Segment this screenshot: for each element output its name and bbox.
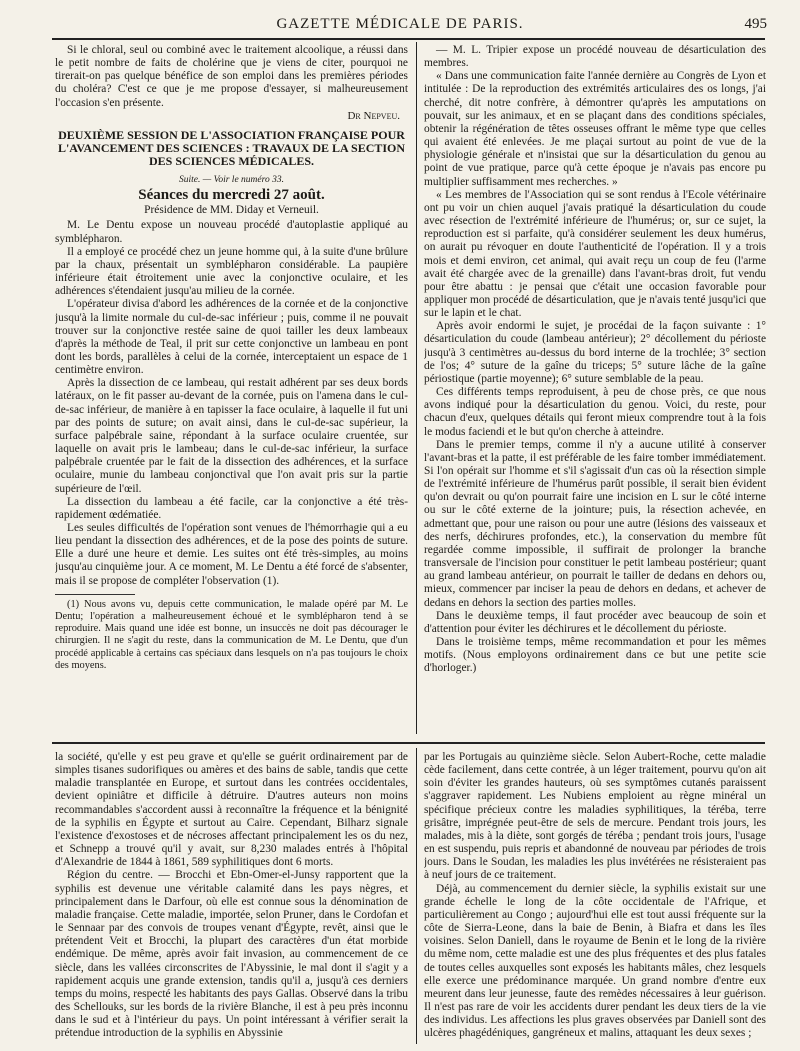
lower-left-column: [55, 751, 408, 1045]
page-number: 495: [744, 16, 767, 32]
section-title: DEUXIÈME SESSION DE L'ASSOCIATION FRANÇAISE POUR L'AVANCEMENT DES SCIENCES : TRAVAUX DE LA SECTION DES SCIENCES MÉDICALES.: [57, 127, 406, 168]
signature: Dr Nepveu.: [347, 109, 400, 122]
footnote-rule: [55, 594, 135, 595]
paragraph: La dissection du lambeau a été facile, car la conjonctive a été très-rapidement œdématiée.: [55, 495, 408, 521]
paragraph: — M. L. Tripier expose un procédé nouveau de désarticulation des membres.: [424, 44, 766, 70]
paragraph: Dans le deuxième temps, il faut procéder avec beaucoup de soin et d'attention pour éviter les déchirures et le décollement du périoste.: [424, 609, 766, 635]
continuation-note: Suite. — Voir le numéro 33.: [179, 174, 284, 185]
column-divider: [416, 748, 417, 1044]
column-divider: [416, 42, 417, 734]
upper-left-column: [55, 44, 408, 738]
paragraph: « Dans une communication faite l'année dernière au Congrès de Lyon et intitulée : De la reproduction des extrémités articulaires des os longs, j'ai cherché, dit notre confrère, à démontrer qu'après les amputations on pouvait, sur les animaux, et en se plaçant dans des conditions spéciales, obtenir la régénération de têtes osseuses offrant le même type que celles qui avaient été enlevées. Je me plaçai surtout au point de vue de la physiologie générale et n'insistai que sur la désarticulation du genou au point de vue pratique, parce qu'à cette époque je n'avais pas encore pu multiplier suffisamment mes recherches. »: [424, 70, 766, 188]
paragraph: la société, qu'elle y est peu grave et qu'elle se guérit ordinairement par de simples tisanes sudorifiques ou amères et des bains de sable, tandis que cette maladie transplantée en Europe, et surtout dans les contrées occidentales, devient opiniâtre et difficile à détruire. D'autres auteurs non moins recommandables s'accordent aussi à reconnaître la fréquence et la bénignité de la syphilis en Égypte et surtout au Caire. Cependant, Bilharz signale l'existence d'exostoses et de nécroses affectant principalement les os du nez, et Schnepp a trouvé qu'il y avait, sur 8,230 malades entrés à l'hôpital d'Alexandrie de 1844 à 1861, 589 syphilitiques dont 6 morts.: [55, 751, 408, 869]
paragraph: Il a employé ce procédé chez un jeune homme qui, à la suite d'une brûlure par la chaux, présentait un symblépharon considérable. La paupière inférieure était étroitement unie avec la conjonctive oculaire, et les adhérences s'étendaient jusqu'au milieu de la cornée.: [55, 245, 408, 298]
footnote: (1) Nous avons vu, depuis cette communication, le malade opéré par M. Le Dentu; l'opération a malheureusement échoué et le symblépharon tend à se reproduire. Mais quand une idée est bonne, un insuccès ne doit pas décourager le chirurgien. Il ne s'agit du reste, dans la communication de M. Le Dentu, que d'un procédé applicable à certains cas spéciaux dans lesquels on n'a pas toujours le choix des moyens.: [55, 598, 408, 671]
paragraph: Région du centre. — Brocchi et Ebn-Omer-el-Junsy rapportent que la syphilis est devenue une véritable calamité dans les pays nègres, et principalement dans le Darfour, où elle est connue sous la dénomination de maladie française. Cette maladie, importée, selon Pruner, dans le Cordofan et le Sennaar par des convois de troupes venant d'Égypte, revêt, ainsi que le prétendent Veit et Brocchi, la plupart des caractères d'un état morbide endémique. De même, après avoir fait invasion, au commencement de ce siècle, dans les vallées circonscrites de l'Abyssinie, le mal dont il s'agit y a rapidement acquis une grande extension, tandis qu'il a, jusqu'à ces derniers temps du moins, respecté les habitants des pays Gallas. Observé dans la tribu des Schellouks, sur les bords de la rivière Blanche, il est à peu près inconnu dans le sud et à l'intérieur du pays. Un point intéressant à vérifier serait la prétendue introduction de la syphilis en Abyssinie: [55, 869, 408, 1040]
header-rule: [52, 38, 765, 40]
paragraph: « Les membres de l'Association qui se sont rendus à l'Ecole vétérinaire ont pu voir un chien auquel j'avais pratiqué la désarticulation du coude avec résection de l'extrémité inférieure de l'humérus; or, sur ce sujet, la reproduction est si parfaite, qu'à considérer seulement les deux humérus, on aurait pu révoquer en doute l'authenticité de l'opération. Il y a trois mois et demi environ, cet animal, qui avait reçu un coup de feu (l'arme avait été chargée avec de la grenaille) dans l'avant-bras droit, fut vendu pour être abattu : je pensai que c'était une occasion favorable pour appliquer mon procédé de désarticulation, que je n'avais tenté jusqu'ici que sur le lapin et le chat.: [424, 188, 766, 320]
paragraph: Ces différents temps reproduisent, à peu de chose près, ce que nous avons indiqué pour la désarticulation du genou. Voici, du reste, pour chacun d'eux, quelques détails qui feront mieux comprendre tout à la fois le modus faciendi et le but qu'on cherche à atteindre.: [424, 386, 766, 438]
session-heading: Séances du mercredi 27 août.: [138, 187, 325, 204]
paragraph: par les Portugais au quinzième siècle. Selon Aubert-Roche, cette maladie cède facilement, dans cette contrée, à un léger traitement, pourvu qu'on ait soin d'éviter les grandes hauteurs, où ses symptômes cutanés paraissent s'aggraver rapidement. Les Nubiens emploient au règne minéral un spécifique précieux contre les maladies syphilitiques, la téréba, terre grisâtre, imprégnée peut-être de sels de mercure. Pendant trois jours, les malades, mis à la diète, sont gorgés de téréba ; pendant trois jours, l'usage en est suspendu, puis repris et abandonné de nouveau par périodes de trois jours. Dans le Soudan, les maladies les plus invétérées ne résisteraient pas à neuf jours de ce traitement.: [424, 751, 766, 882]
section-separator: [52, 742, 765, 744]
paragraph: Déjà, au commencement du dernier siècle, la syphilis existait sur une grande échelle le long de la côte occidentale de l'Afrique, et particulièrement au Congo ; aujourd'hui elle est tout aussi fréquente sur la côte de Sierra-Leone, dans la baie de Benin, à Biafra et dans les îles voisines. Selon Daniell, dans le royaume de Benin et le long de la rivière du même nom, cette maladie est une des plus fréquentes et des plus fatales de toutes celles auxquelles sont exposés les habitants mâles, chez lesquels elle exerce une prédominance marquée. Un grand nombre d'entre eux meurent dans leur jeunesse, faute des remèdes nécessaires à leur guérison. Il n'est pas rare de voir les accidents durer pendant les deux tiers de la vie des individus. Les affections les plus graves observées par Daniell sont des ulcères phagédéniques, gangréneux et malins, attaquant les deux sexes ;: [424, 882, 766, 1040]
paragraph: Si le chloral, seul ou combiné avec le traitement alcoolique, a réussi dans le petit nombre de faits de cholérine que je viens de citer, pourquoi ne tirerait-on pas quelque bénéfice de son emploi dans les premières périodes du choléra? C'est ce que je me propose d'essayer, si malheureusement l'occasion s'en présente.: [55, 44, 408, 109]
upper-right-column: [424, 44, 766, 738]
paragraph: Après avoir endormi le sujet, je procédai de la façon suivante : 1° désarticulation du coude (lambeau antérieur); 2° décollement du périoste jusqu'à 3 centimètres au-dessus du bord interne de la trochlée; 3° section de l'os; 4° suture de la gaîne du triceps; 5° suture lâche de la gaîne périostique (partie moyenne); 6° suture semblable de la peau.: [424, 320, 766, 385]
lower-right-column: [424, 751, 766, 1045]
paragraph: Dans le troisième temps, même recommandation et pour les mêmes motifs. (Nous employons ordinairement dans ce but une petite scie d'horloger.): [424, 636, 766, 675]
presidency-line: Présidence de MM. Diday et Verneuil.: [144, 204, 319, 217]
paragraph: L'opérateur divisa d'abord les adhérences de la cornée et de la conjonctive jusqu'à la limite normale du cul-de-sac inférieur ; puis, comme il ne pouvait trouver sur la conjonctive restée saine de quoi tailler les deux lambeaux d'après la méthode de Teal, il prit sur cette conjonctive un lambeau en pont dont les bords, parallèles à celui de la cornée, interceptaient un espace de 1 centimètre environ.: [55, 298, 408, 377]
paragraph: Les seules difficultés de l'opération sont venues de l'hémorrhagie qui a eu lieu pendant la dissection des adhérences, et de la pose des points de suture. Elle a duré une heure et demie. Les suites ont été très-simples, au moins jusqu'au cinquième jour. A ce moment, M. Le Dentu a été forcé de s'absenter, mais il se propose de compléter l'observation (1).: [55, 522, 408, 587]
paragraph: M. Le Dentu expose un nouveau procédé d'autoplastie appliqué au symblépharon.: [55, 219, 408, 245]
paragraph: Dans le premier temps, comme il n'y a aucune utilité à conserver l'avant-bras et la patte, il est préférable de les faire tomber immédiatement. Si l'on opérait sur l'homme et s'il s'agissait d'un cas où la résection simple de l'extrémité inférieure de l'humérus parût possible, il serait bien évident qu'on devrait ou qu'on pourrait faire une incision en L sur le côté interne ou sur le côté externe de la jointure; puis, la résection achevée, en admettant que, pour une raison ou pour une autre (lésions des vaisseaux et des nerfs, déchirures profondes, etc.), la conservation du membre fût regardée comme impossible, il suffirait de prolonger la branche transversale de l'incision pour constituer le petit lambeau postérieur; quant au grand lambeau antérieur, on pourrait le tailler de dedans en dehors ou, mieux, commencer par inciser la peau de dehors en dedans, et achever de dedans en dehors la section des parties molles.: [424, 438, 766, 609]
paragraph: Après la dissection de ce lambeau, qui restait adhérent par ses deux bords latéraux, on le fit passer au-devant de la cornée, puis on l'amena dans le cul-de-sac inférieur, de manière à en tapisser la face oculaire, à laquelle il fut uni par des points de suture; on avait ainsi, dans le cul-de-sac supérieur, la surface palpébrale saine, répondant à la surface oculaire cruentée, sur laquelle on avait pris le lambeau; dans le cul-de-sac inférieur, la surface palpébrale cruentée par le fait de la dissection des adhérences, et la surface oculaire, munie du lambeau conjonctival que l'on avait pris sur la partie supérieure de l'œil.: [55, 377, 408, 495]
page-header-title: GAZETTE MÉDICALE DE PARIS.: [276, 16, 524, 32]
